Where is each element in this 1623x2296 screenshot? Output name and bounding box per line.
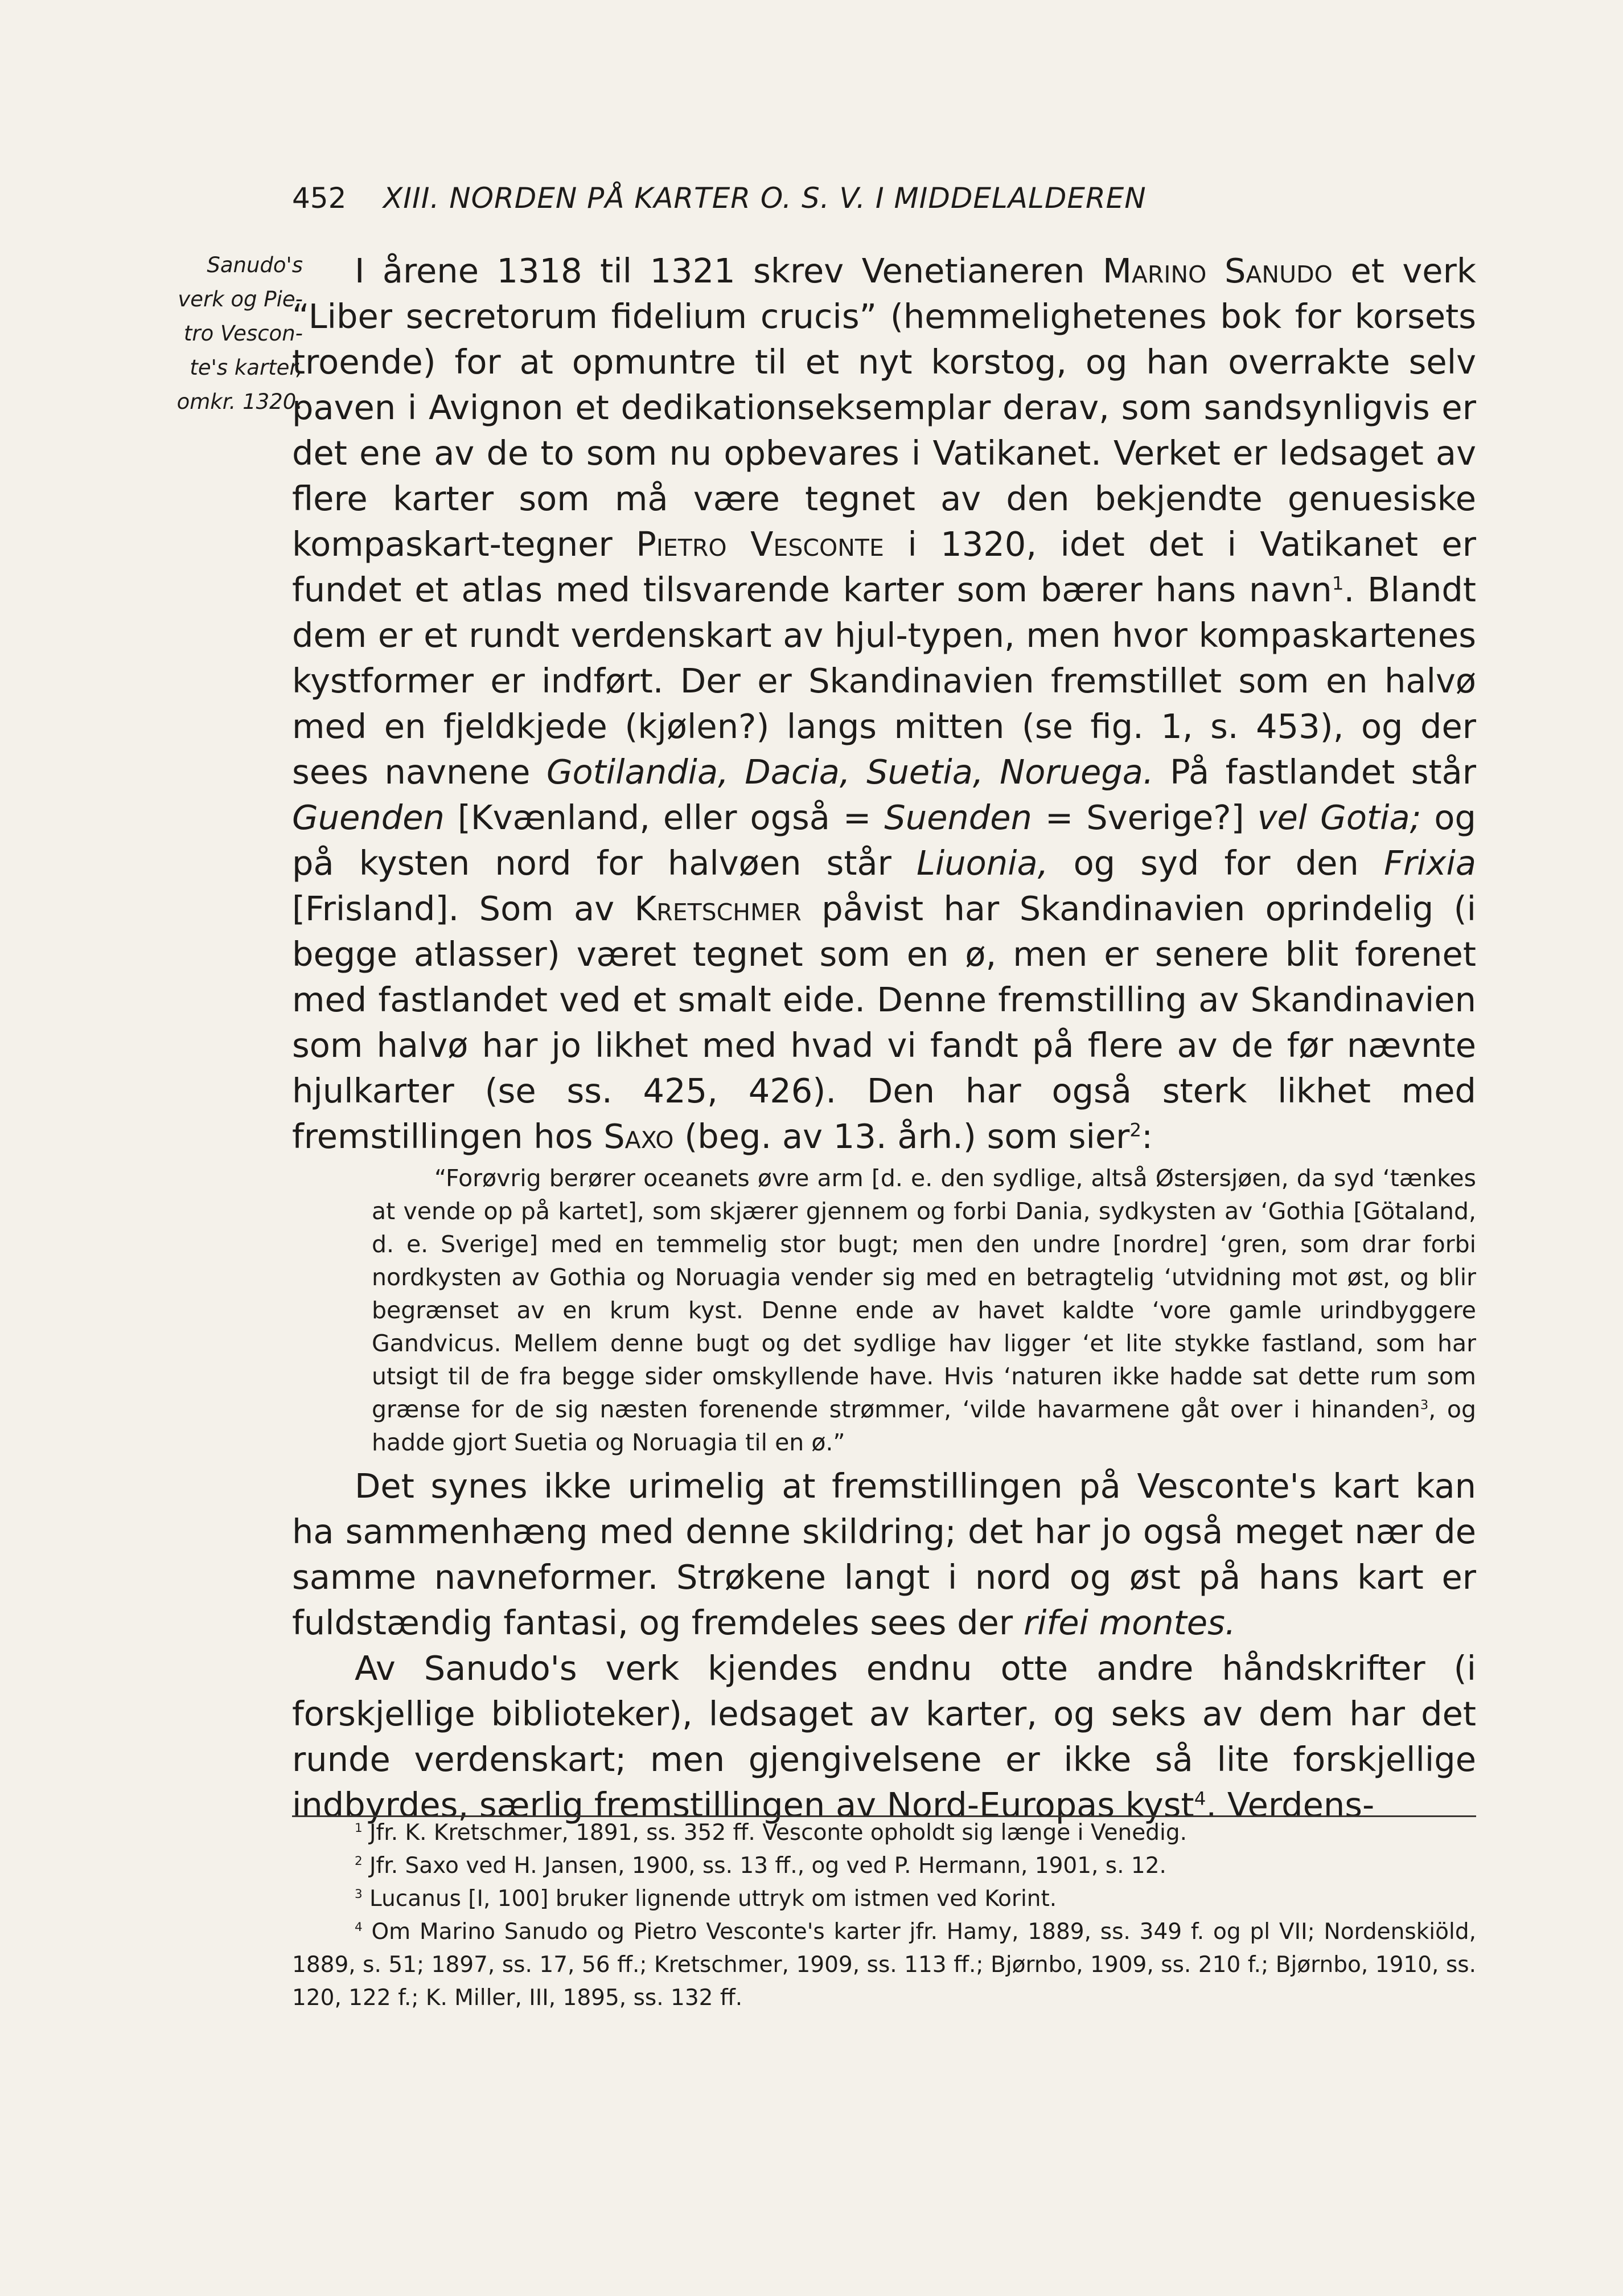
footnote-ref: 4 bbox=[1194, 1787, 1206, 1810]
italic-name: Liuonia, bbox=[917, 843, 1049, 883]
text-run: et verk “Liber secretorum fidelium crucis” (hemmelighetenes bok for korsets troende) for at opmuntre til et nyt korstog, og han overrakte selv paven i Avignon et dedikationseksemplar derav, som sandsynligvis er det ene av de to som nu opbevares i Vatikanet. Verket er ledsaget av flere karter som må være tegnet av den bekjendte genuesiske kompaskart-tegner bbox=[292, 251, 1477, 564]
footnote-text: Lucanus [I, 100] bruker lignende uttryk om istmen ved Korint. bbox=[369, 1886, 1057, 1912]
quote-text: “Forøvrig berører oceanets øvre arm [d. e. den sydlige, altså Østersjøen, da syd ‘tænkes at vende op på kartet], som skjærer gjennem og forbi Dania, sydkysten av ‘Gothia [Götaland, d. e. Sverige] med en temmelig stor bugt; men den undre [nordre] ‘gren, som drar forbi nordkysten av Gothia og Noruagia vender sig med en betragtelig ‘utvidning mot øst, og blir begrænset av en krum kyst. Denne ende av havet kaldte ‘vore gamle urindbyggere Gandvicus. Mellem denne bugt og det sydlige hav ligger ‘et lite stykke fastland, som har utsigt til de fra begge sider omskyllende have. Hvis ‘naturen ikke hadde sat dette rum som grænse for de sig næsten forenende strømmer, ‘vilde havarmene gåt over i hinanden bbox=[372, 1165, 1476, 1423]
text-run: : bbox=[1141, 1117, 1153, 1156]
text-run: påvist har Skandinavien oprindelig (i begge atlasser) været tegnet som en ø, men er senere blit forenet med fastlandet ved et smalt eide. Denne fremstilling av Skandinavien som halvø har jo likhet med hvad vi fandt på flere av de før nævnte hjulkarter (se ss. 425, 426). Den har også sterk likhet med fremstillingen hos bbox=[292, 889, 1476, 1156]
footnote-1 bbox=[292, 1817, 1476, 1850]
text-run: Av Sanudo's verk kjendes endnu otte andre håndskrifter (i forskjellige biblioteker), ledsaget av karter, og seks av dem har det runde verdenskart; men gjengivelsene er ikke så lite forskjellige indbyrdes, særlig fremstillingen av Nord-Europas kyst bbox=[292, 1649, 1476, 1824]
text-run: På fastlandet står bbox=[1153, 752, 1476, 792]
text-run: og på kysten nord for halvøen står bbox=[292, 798, 1476, 883]
footnote-3 bbox=[292, 1883, 1476, 1916]
paragraph-3 bbox=[292, 1646, 1476, 1828]
italic-name: Guenden bbox=[292, 798, 445, 837]
margin-note-line: omkr. 1320. bbox=[176, 390, 303, 414]
paragraph-1 bbox=[292, 248, 1476, 1159]
main-text bbox=[292, 248, 1476, 1828]
margin-note-line: te's karter, bbox=[190, 355, 303, 380]
footnote-text: Jfr. K. Kretschmer, 1891, ss. 352 ff. Vesconte opholdt sig længe i Venedig. bbox=[369, 1820, 1187, 1846]
name-smallcaps: Kretschmer bbox=[634, 889, 802, 928]
text-run: [Frisland]. Som av bbox=[292, 889, 635, 928]
footnote-text: Jfr. Saxo ved H. Jansen, 1900, ss. 13 ff., og ved P. Hermann, 1901, s. 12. bbox=[369, 1853, 1166, 1879]
margin-note-line: verk og Pie- bbox=[178, 287, 303, 311]
margin-note-line: tro Vescon- bbox=[183, 321, 303, 346]
text-run: i 1320, idet det i Vatikanet er fundet et atlas med tilsvarende karter som bærer hans navn bbox=[292, 524, 1476, 609]
running-title: XIII. NORDEN PÅ KARTER O. S. V. I MIDDELALDEREN bbox=[383, 182, 1147, 215]
name-smallcaps: Pietro Vesconte bbox=[636, 524, 884, 564]
name-smallcaps: Marino Sanudo bbox=[1102, 251, 1333, 290]
italic-names: Gotilandia, Dacia, Suetia, Noruega. bbox=[546, 752, 1154, 792]
text-run: I årene 1318 til 1321 skrev Venetianeren bbox=[355, 251, 1103, 290]
italic-name: rifei montes. bbox=[1023, 1603, 1236, 1642]
text-run: og syd for den bbox=[1048, 843, 1384, 883]
text-run: Det synes ikke urimelig at fremstillingen på Vesconte's kart kan ha sammenhæng med denne skildring; det har jo også meget nær de samme navneformer. Strøkene langt i nord og øst på hans kart er fuldstændig fantasi, og fremdeles sees der bbox=[292, 1466, 1476, 1642]
italic-name: Frixia bbox=[1383, 843, 1476, 883]
footnote-number: 2 bbox=[355, 1854, 363, 1868]
footnote-number: 3 bbox=[355, 1887, 363, 1901]
page-number: 452 bbox=[292, 182, 347, 215]
block-quote bbox=[292, 1159, 1476, 1463]
text-run: [Kvænland, eller også = bbox=[444, 798, 885, 837]
margin-note-line: Sanudo's bbox=[207, 253, 303, 277]
quote-text: , og hadde gjort Suetia og Noruagia til en ø.” bbox=[372, 1396, 1476, 1456]
footnote-2 bbox=[292, 1850, 1476, 1883]
text-run: (beg. av 13. årh.) som sier bbox=[673, 1117, 1130, 1156]
footnote-ref: 3 bbox=[1420, 1397, 1429, 1413]
paragraph-2 bbox=[292, 1463, 1476, 1646]
footnote-number: 1 bbox=[355, 1821, 363, 1835]
footnote-number: 4 bbox=[355, 1920, 363, 1934]
text-run: = Sverige?] bbox=[1032, 798, 1258, 837]
footnote-ref: 1 bbox=[1332, 572, 1344, 594]
name-smallcaps: Saxo bbox=[603, 1117, 674, 1156]
footnote-text: Om Marino Sanudo og Pietro Vesconte's karter jfr. Hamy, 1889, ss. 349 f. og pl VII; Nordenskiöld, 1889, s. 51; 1897, ss. 17, 56 ff.; Kretschmer, 1909, ss. 113 ff.; Bjørnbo, 1909, ss. 210 f.; Bjørnbo, 1910, ss. 120, 122 f.; K. Miller, III, 1895, ss. 132 ff. bbox=[292, 1919, 1476, 2011]
italic-name: vel Gotia; bbox=[1257, 798, 1421, 837]
text-run: . Verdens- bbox=[1206, 1785, 1375, 1824]
footnote-ref: 2 bbox=[1129, 1119, 1142, 1141]
running-header bbox=[292, 181, 1334, 215]
italic-name: Suenden bbox=[884, 798, 1032, 837]
footnotes bbox=[292, 1817, 1476, 2015]
margin-note bbox=[166, 248, 303, 419]
text-run: . Blandt dem er et rundt verdenskart av hjul-typen, men hvor kompaskartenes kystformer er indført. Der er Skandinavien fremstillet som en halvø med en fjeldkjede (kjølen?) langs mitten (se fig. 1, s. 453), og der sees navnene bbox=[292, 570, 1476, 792]
footnote-4 bbox=[292, 1916, 1476, 2015]
